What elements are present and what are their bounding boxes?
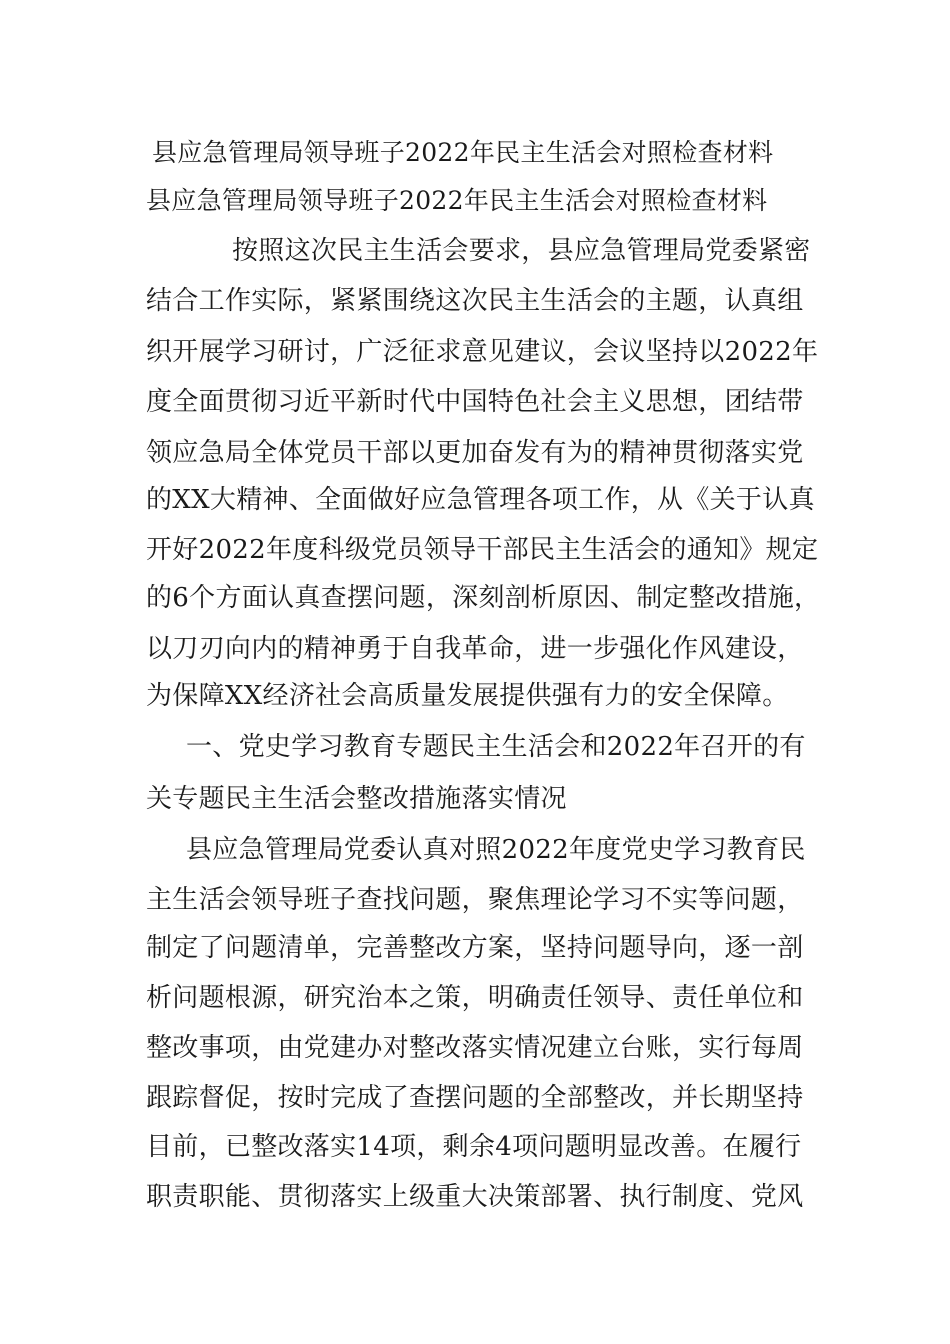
intro-line-1: 按照这次民主生活会要求，县应急管理局党委紧密 bbox=[232, 236, 811, 266]
section1-body-line-7: 目前，已整改落实14项，剩余4项问题明显改善。在履行 bbox=[146, 1132, 802, 1162]
section1-body-line-8: 职责职能、贯彻落实上级重大决策部署、执行制度、党风 bbox=[146, 1182, 804, 1212]
section1-body-line-2: 主生活会领导班子查找问题，聚焦理论学习不实等问题， bbox=[146, 885, 804, 915]
section1-heading-line-2: 关专题民主生活会整改措施落实情况 bbox=[146, 784, 567, 814]
section1-heading-line-1: 一、党史学习教育专题民主生活会和2022年召开的有 bbox=[186, 732, 806, 762]
document-title-line-2: 县应急管理局领导班子2022年民主生活会对照检查材料 bbox=[146, 186, 768, 215]
intro-line-5: 领应急局全体党员干部以更加奋发有为的精神贯彻落实党 bbox=[146, 438, 804, 468]
section1-body-line-4: 析问题根源，研究治本之策，明确责任领导、责任单位和 bbox=[146, 983, 804, 1013]
intro-line-4: 度全面贯彻习近平新时代中国特色社会主义思想，团结带 bbox=[146, 387, 804, 417]
intro-line-10: 为保障XX经济社会高质量发展提供强有力的安全保障。 bbox=[146, 681, 789, 711]
intro-line-7: 开好2022年度科级党员领导干部民主生活会的通知》规定 bbox=[146, 535, 819, 565]
intro-line-3: 织开展学习研讨，广泛征求意见建议，会议坚持以2022年 bbox=[146, 337, 819, 367]
section1-body-line-6: 跟踪督促，按时完成了查摆问题的全部整改，并长期坚持 bbox=[146, 1083, 804, 1113]
intro-line-8: 的6个方面认真查摆问题，深刻剖析原因、制定整改措施， bbox=[146, 583, 821, 613]
intro-line-9: 以刀刃向内的精神勇于自我革命，进一步强化作风建设， bbox=[146, 634, 804, 664]
section1-body-line-1: 县应急管理局党委认真对照2022年度党史学习教育民 bbox=[186, 835, 806, 865]
section1-body-line-5: 整改事项，由党建办对整改落实情况建立台账，实行每周 bbox=[146, 1033, 804, 1063]
document-title-line-1: 县应急管理局领导班子2022年民主生活会对照检查材料 bbox=[152, 138, 774, 167]
section1-body-line-3: 制定了问题清单，完善整改方案，坚持问题导向，逐一剖 bbox=[146, 933, 804, 963]
intro-line-6: 的XX大精神、全面做好应急管理各项工作，从《关于认真 bbox=[146, 485, 815, 515]
intro-line-2: 结合工作实际，紧紧围绕这次民主生活会的主题，认真组 bbox=[146, 286, 804, 316]
